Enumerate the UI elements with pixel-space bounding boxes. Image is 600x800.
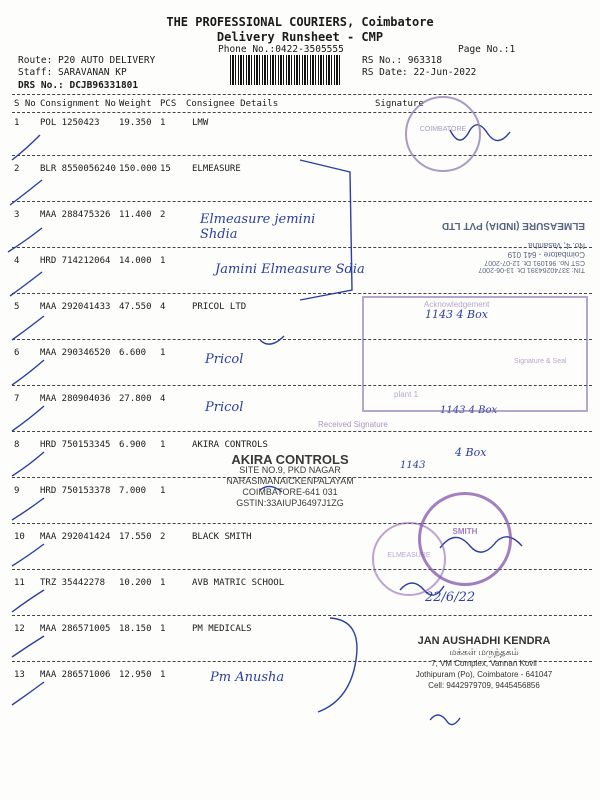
stamp-text: ELMEASURE (INDIA) PVT LTD xyxy=(441,220,585,231)
rs-date: RS Date: 22-Jun-2022 xyxy=(362,67,477,78)
row-pcs: 1 xyxy=(160,440,166,450)
signature-scribble xyxy=(430,715,460,725)
col-header-consignee: Consignee Details xyxy=(186,99,279,109)
col-header-consignment: Consignment No xyxy=(40,99,116,109)
row-weight: 7.000 xyxy=(119,486,147,496)
handwritten-note-row7: Pricol xyxy=(205,400,244,415)
rs-number: RS No.: 963318 xyxy=(362,55,443,66)
page-number: Page No.:1 xyxy=(458,44,516,55)
row-pcs: 4 xyxy=(160,302,166,312)
jan-aushadhi-stamp xyxy=(384,636,584,691)
row-consignment: MAA 286571006 xyxy=(40,670,111,680)
row-sno: 12 xyxy=(14,624,25,634)
row-sno: 6 xyxy=(14,348,20,358)
row-consignee: BLACK SMITH xyxy=(192,532,252,542)
row-pcs: 4 xyxy=(160,394,166,404)
stamp-text: NARASIMANAICKENPALAYAM xyxy=(226,476,354,486)
row-sno: 13 xyxy=(14,670,25,680)
row-consignment: TRZ 35442278 xyxy=(40,578,106,588)
handwritten-note-row8: 4 Box xyxy=(455,446,487,459)
col-header-pcs: PCS xyxy=(160,99,177,109)
stamp-text: SMITH xyxy=(452,527,478,536)
row-sno: 3 xyxy=(14,210,20,220)
stamp-text: GSTIN:33AIUPJ6497J1ZG xyxy=(236,498,344,508)
row-pcs: 15 xyxy=(160,164,171,174)
row-weight: 19.350 xyxy=(119,118,152,128)
row-sno: 7 xyxy=(14,394,20,404)
col-header-weight: Weight xyxy=(119,99,152,109)
stamp-text: TIN: 33740264391 Dt. 13-06-2007 xyxy=(478,266,585,273)
stamp-text: Cell: 9442979709, 9445456856 xyxy=(428,681,540,690)
row-sno: 9 xyxy=(14,486,20,496)
brace-mark xyxy=(318,618,357,712)
col-header-sno: S No xyxy=(14,99,36,109)
row-consignment: MAA 290346520 xyxy=(40,348,111,358)
handwritten-note-row6: Pricol xyxy=(205,352,244,367)
check-mark xyxy=(12,590,44,612)
row-pcs: 1 xyxy=(160,578,166,588)
row-consignment: BLR 8550056240 xyxy=(40,164,116,174)
row-consignee: LMW xyxy=(192,118,209,128)
row-sno: 10 xyxy=(14,532,25,542)
row-consignment: MAA 280904036 xyxy=(40,394,111,404)
row-weight: 47.550 xyxy=(119,302,152,312)
row-consignment: MAA 286571005 xyxy=(40,624,111,634)
row-consignment: MAA 288475326 xyxy=(40,210,111,220)
round-stamp xyxy=(372,522,446,596)
stamp-text: Acknowledgement xyxy=(424,300,490,309)
signature-scribble xyxy=(260,336,284,344)
runsheet-title: Delivery Runsheet - CMP xyxy=(216,30,384,44)
check-mark xyxy=(12,316,44,340)
akira-stamp xyxy=(195,454,385,509)
phone-number: Phone No.:0422-3505555 xyxy=(218,44,344,55)
row-consignment: HRD 750153345 xyxy=(40,440,111,450)
stamp-text: COIMBATORE xyxy=(419,126,467,133)
row-weight: 11.400 xyxy=(119,210,152,220)
row-consignment: MAA 292041433 xyxy=(40,302,111,312)
row-consignment: HRD 714212064 xyxy=(40,256,111,266)
check-mark xyxy=(12,406,44,431)
stamp-text: plant 1 xyxy=(394,390,419,399)
col-header-signature: Signature xyxy=(375,99,424,109)
handwritten-note-row7b: 1143 4 Box xyxy=(440,405,498,416)
row-sno: 11 xyxy=(14,578,25,588)
row-sno: 8 xyxy=(14,440,20,450)
handwritten-note-row4: Jamini Elmeasure Sdia xyxy=(215,262,365,277)
round-stamp xyxy=(405,96,481,172)
received-signature-label: Received Signature xyxy=(318,420,388,429)
handwritten-note-row3: Elmeasure jemini Shdia xyxy=(200,212,316,242)
stamp-text: Jothipuram (Po), Coimbatore - 641047 xyxy=(415,670,553,679)
check-mark xyxy=(12,452,44,476)
row-consignee: PRICOL LTD xyxy=(192,302,247,312)
company-title: THE PROFESSIONAL COURIERS, Coimbatore xyxy=(166,15,434,29)
check-mark xyxy=(10,272,42,296)
check-mark xyxy=(12,544,44,566)
row-weight: 27.800 xyxy=(119,394,152,404)
row-sno: 2 xyxy=(14,164,20,174)
check-mark xyxy=(12,360,44,385)
check-mark xyxy=(12,135,40,160)
check-mark xyxy=(12,682,44,705)
row-weight: 10.200 xyxy=(119,578,152,588)
row-weight: 17.550 xyxy=(119,532,152,542)
stamp-text: AKIRA CONTROLS xyxy=(231,452,349,467)
stamp-text: Coimbatore - 641 019 xyxy=(507,250,585,259)
handwritten-date: 22/6/22 xyxy=(425,590,476,605)
row-pcs: 1 xyxy=(160,118,166,128)
pricol-ack-stamp xyxy=(362,296,588,412)
row-sno: 1 xyxy=(14,118,20,128)
row-weight: 12.950 xyxy=(119,670,152,680)
stamp-text: ELMEASURE xyxy=(387,552,431,559)
route-label: Route: P20 AUTO DELIVERY xyxy=(18,55,156,66)
elmeasure-stamp xyxy=(355,178,585,273)
row-pcs: 1 xyxy=(160,486,166,496)
row-pcs: 1 xyxy=(160,348,166,358)
stamp-text: COIMBATORE-641 031 xyxy=(242,487,338,497)
drs-number: DRS No.: DCJB96331801 xyxy=(18,80,139,91)
stamp-text: மக்கள் மருந்தகம் xyxy=(449,647,519,657)
row-consignee: AKIRA CONTROLS xyxy=(192,440,268,450)
row-pcs: 2 xyxy=(160,210,166,220)
stamp-text: 7, VM Complex, Vannan Kovil xyxy=(431,659,537,668)
row-sno: 4 xyxy=(14,256,20,266)
row-consignee: PM MEDICALS xyxy=(192,624,252,634)
check-mark xyxy=(12,636,44,657)
row-consignment: MAA 292041424 xyxy=(40,532,111,542)
handwritten-note-row8b: 1143 xyxy=(400,460,426,471)
row-weight: 6.900 xyxy=(119,440,147,450)
staff-label: Staff: SARAVANAN KP xyxy=(18,67,127,78)
check-mark xyxy=(8,228,42,252)
handwritten-note-row5: 1143 4 Box xyxy=(425,308,488,321)
row-pcs: 1 xyxy=(160,624,166,634)
row-weight: 14.000 xyxy=(119,256,152,266)
row-weight: 6.600 xyxy=(119,348,147,358)
row-pcs: 1 xyxy=(160,670,166,680)
handwritten-note-row13: Pm Anusha xyxy=(210,670,285,685)
row-consignment: POL 1250423 xyxy=(40,118,100,128)
stamp-text: JAN AUSHADHI KENDRA xyxy=(417,635,551,647)
check-mark xyxy=(10,180,42,205)
row-consignment: HRD 750153378 xyxy=(40,486,111,496)
row-weight: 18.150 xyxy=(119,624,152,634)
row-pcs: 1 xyxy=(160,256,166,266)
row-consignee: AVB MATRIC SCHOOL xyxy=(192,578,285,588)
row-sno: 5 xyxy=(14,302,20,312)
row-consignee: ELMEASURE xyxy=(192,164,241,174)
stamp-text: Signature & Seal xyxy=(514,358,567,365)
stamp-text: SITE NO.9, PKD NAGAR xyxy=(239,465,341,475)
stamp-text: CST No. 961091 Dt. 12-07-2007 xyxy=(484,259,585,266)
stamp-text: No. 4, Vasantha xyxy=(528,241,585,250)
check-mark xyxy=(12,498,44,520)
row-weight: 150.000 xyxy=(119,164,157,174)
row-pcs: 2 xyxy=(160,532,166,542)
